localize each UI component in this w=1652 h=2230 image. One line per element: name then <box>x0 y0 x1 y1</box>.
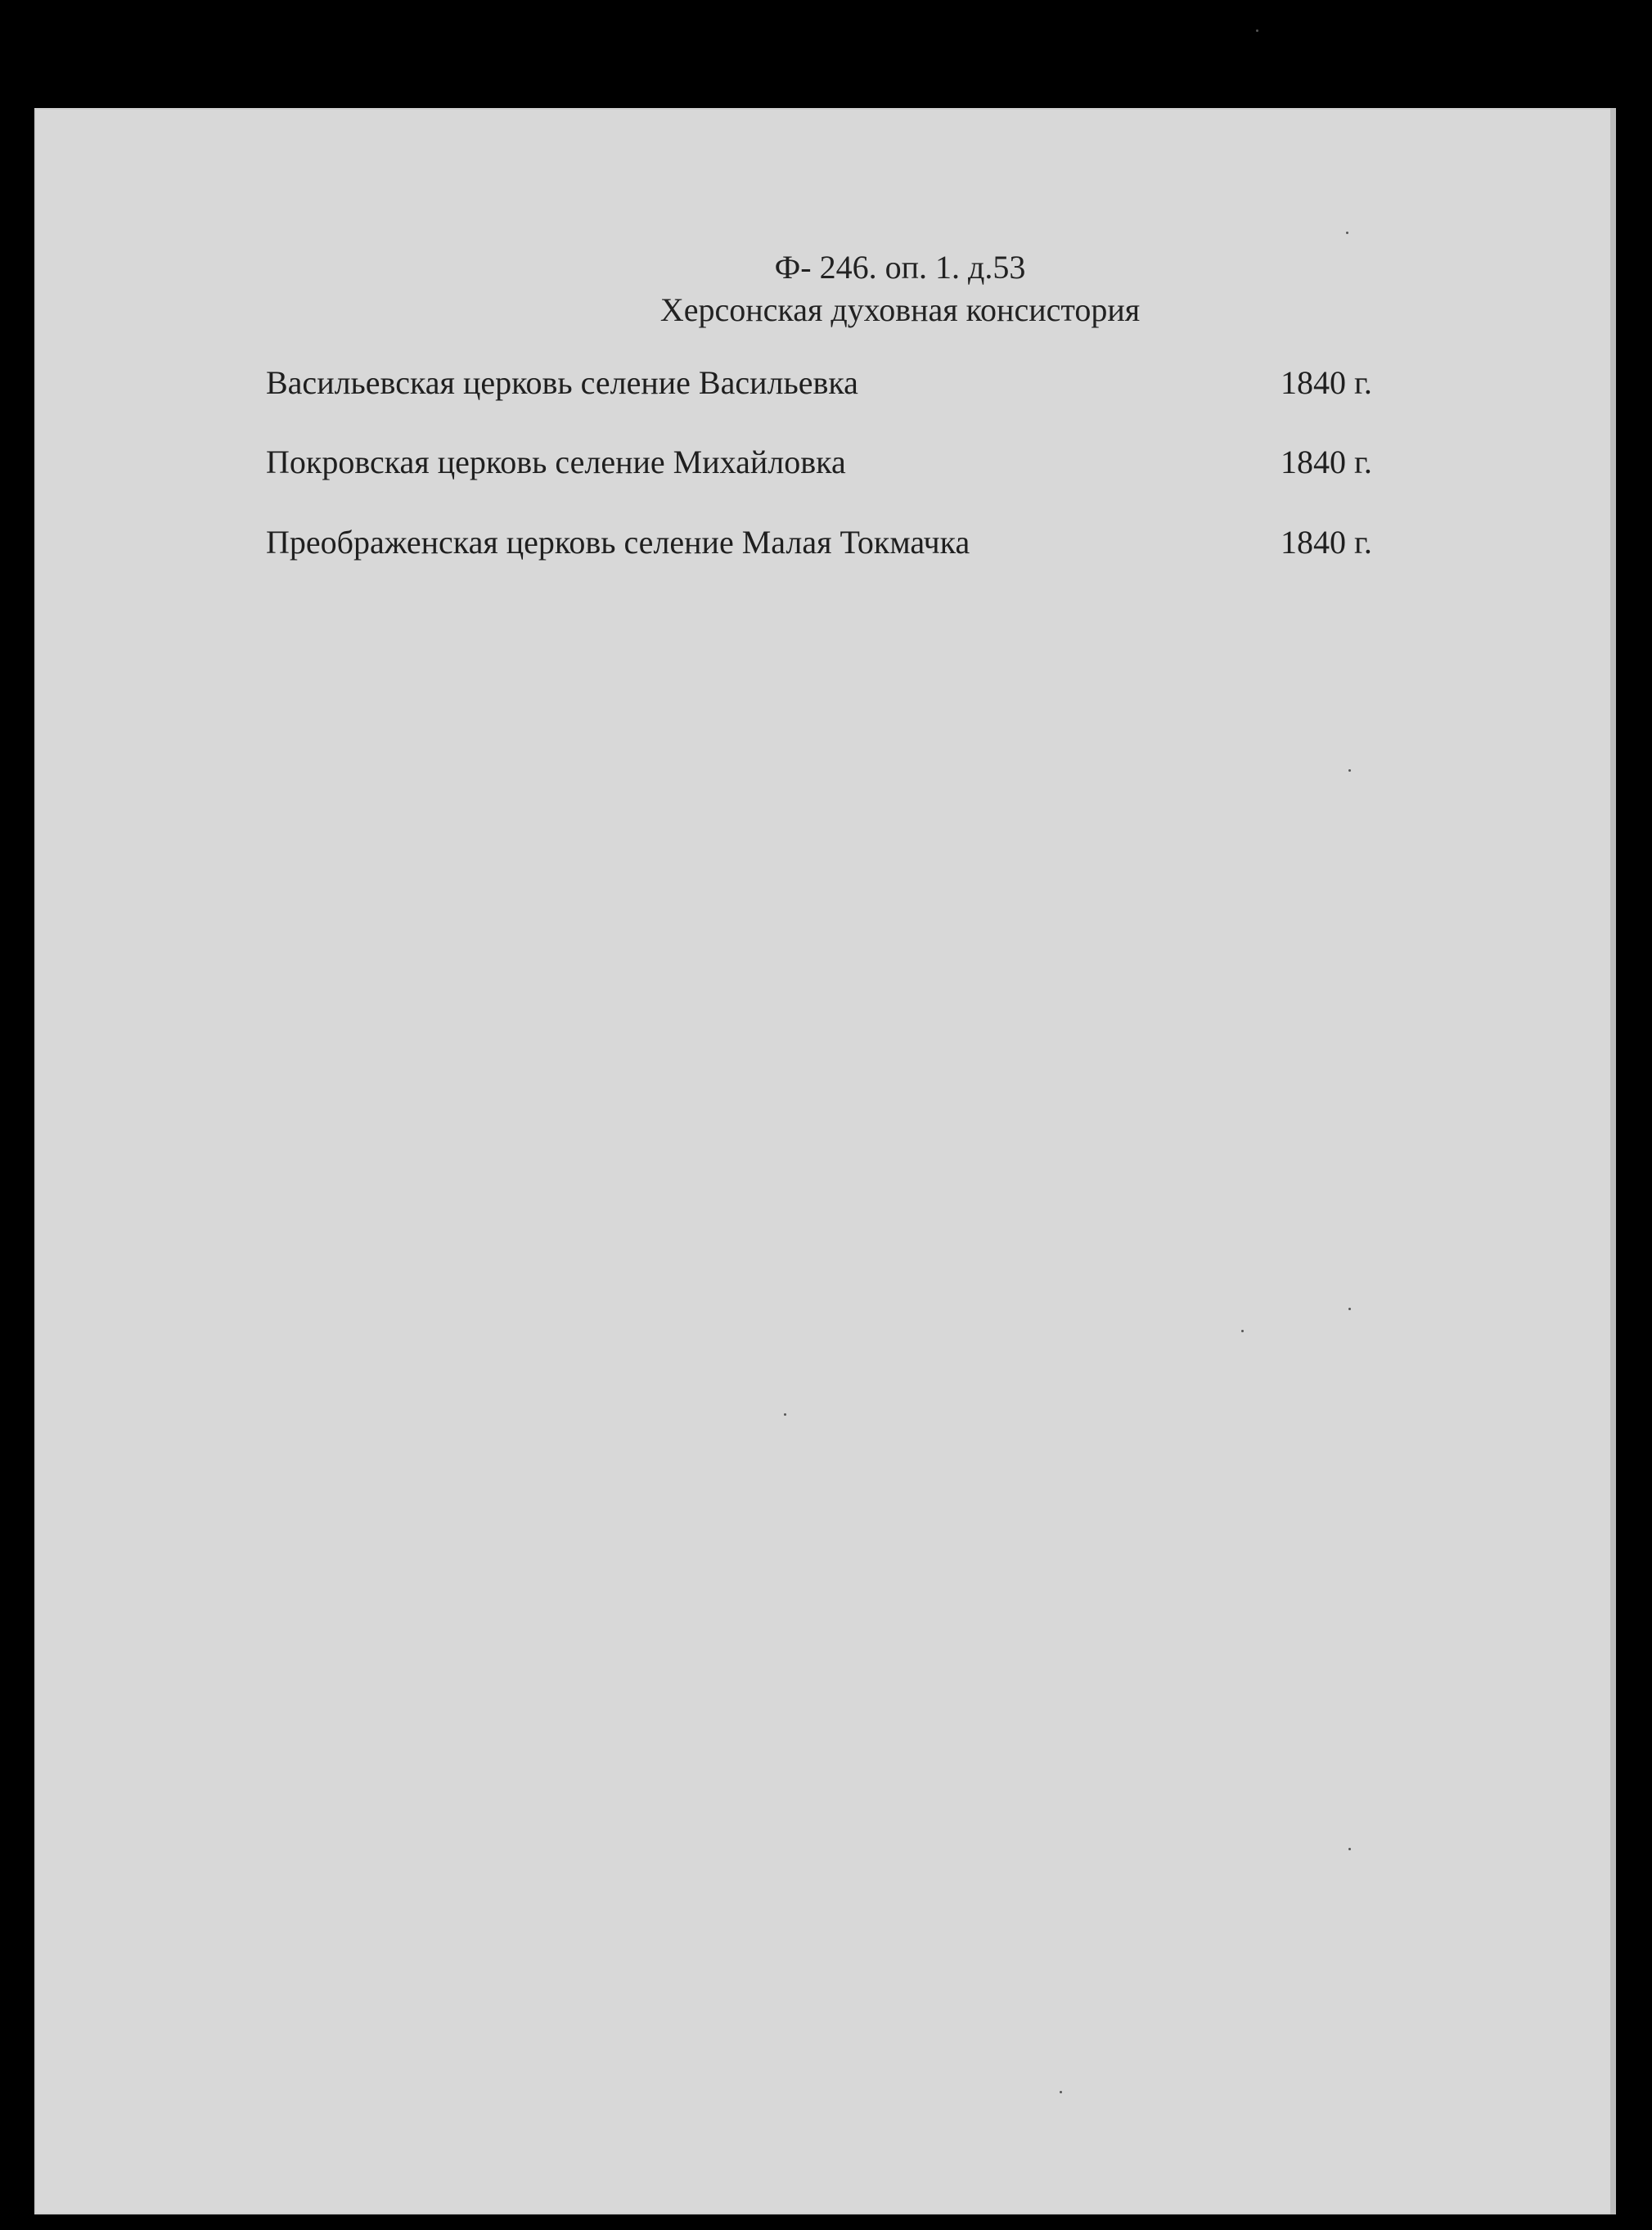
entry-date: 1840 г. <box>1281 444 1372 480</box>
scan-speck <box>784 1413 786 1416</box>
list-item <box>266 439 1395 485</box>
archive-reference: Ф- 246. оп. 1. д.53 <box>774 249 1026 286</box>
list-item <box>266 520 1395 565</box>
scan-speck <box>1348 1848 1351 1850</box>
entry-date: 1840 г. <box>1281 364 1372 401</box>
scan-speck <box>1256 29 1258 32</box>
scan-speck <box>1348 1308 1351 1310</box>
scan-speck <box>1348 769 1351 772</box>
document-page <box>34 108 1616 2214</box>
entry-title: Покровская церковь селение Михайловка <box>266 444 846 480</box>
institution-title: Херсонская духовная консистория <box>659 291 1141 328</box>
entry-title: Преображенская церковь селение Малая Токмачка <box>266 524 970 561</box>
entry-title: Васильевская церковь селение Васильевка <box>266 364 858 401</box>
scan-speck <box>1346 232 1348 234</box>
page-edge-shadow <box>1610 108 1616 2214</box>
list-item <box>266 360 1395 406</box>
scan-speck <box>1060 2091 1062 2093</box>
scan-speck <box>1241 1330 1244 1332</box>
entry-date: 1840 г. <box>1281 524 1372 561</box>
